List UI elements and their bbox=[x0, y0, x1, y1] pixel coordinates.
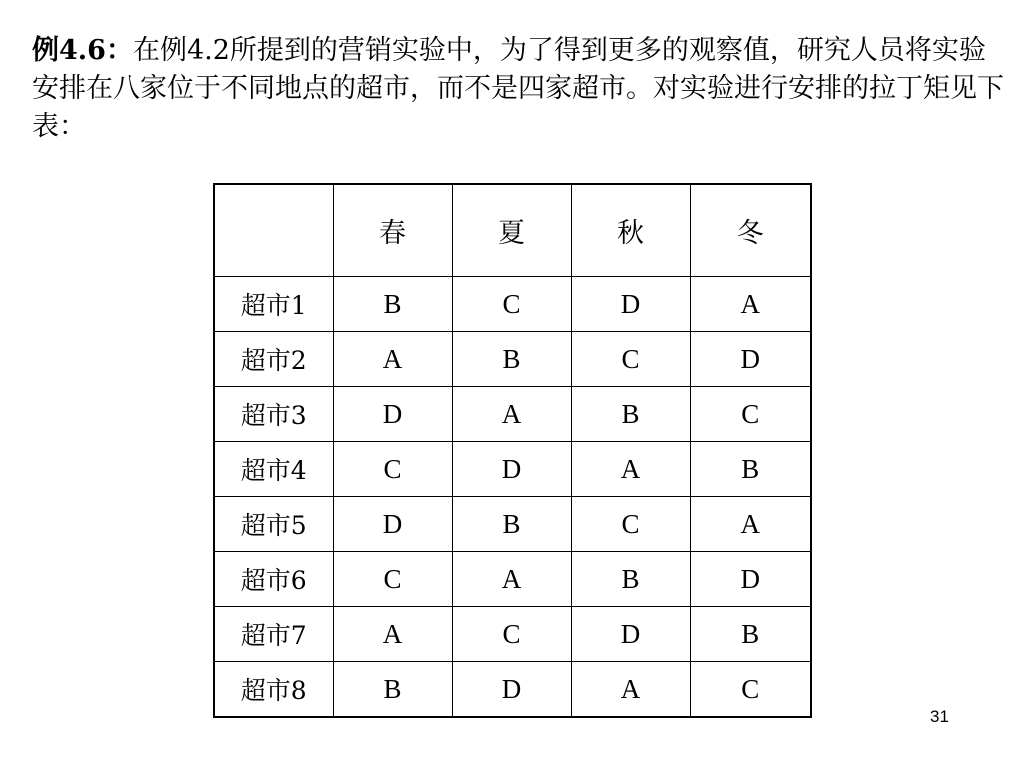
row-label: 超市8 bbox=[214, 662, 333, 718]
table-row bbox=[214, 332, 811, 387]
table-cell: B bbox=[452, 497, 571, 552]
table-cell: C bbox=[690, 662, 811, 718]
table-cell: D bbox=[452, 442, 571, 497]
table-cell: B bbox=[333, 662, 452, 718]
row-label: 超市1 bbox=[214, 277, 333, 332]
table-row bbox=[214, 607, 811, 662]
table-cell: A bbox=[452, 387, 571, 442]
latin-square-table bbox=[213, 183, 812, 718]
table-cell: A bbox=[571, 662, 690, 718]
table-row bbox=[214, 387, 811, 442]
table-cell: D bbox=[333, 497, 452, 552]
table-cell: D bbox=[571, 607, 690, 662]
table-cell: B bbox=[333, 277, 452, 332]
latin-square-table-container bbox=[213, 183, 812, 718]
row-label: 超市5 bbox=[214, 497, 333, 552]
row-label: 超市6 bbox=[214, 552, 333, 607]
intro-paragraph bbox=[32, 32, 1012, 146]
table-cell: A bbox=[571, 442, 690, 497]
table-cell: A bbox=[333, 607, 452, 662]
header-spring: 春 bbox=[333, 184, 452, 277]
header-summer: 夏 bbox=[452, 184, 571, 277]
table-cell: B bbox=[690, 442, 811, 497]
table-cell: C bbox=[571, 332, 690, 387]
row-label: 超市4 bbox=[214, 442, 333, 497]
header-winter: 冬 bbox=[690, 184, 811, 277]
table-cell: D bbox=[690, 332, 811, 387]
table-cell: B bbox=[571, 387, 690, 442]
row-label: 超市3 bbox=[214, 387, 333, 442]
page-number: 31 bbox=[930, 707, 949, 726]
table-cell: C bbox=[333, 552, 452, 607]
table-row bbox=[214, 277, 811, 332]
table-cell: C bbox=[690, 387, 811, 442]
table-row bbox=[214, 442, 811, 497]
table-cell: B bbox=[690, 607, 811, 662]
table-cell: C bbox=[452, 277, 571, 332]
table-cell: D bbox=[452, 662, 571, 718]
table-cell: D bbox=[571, 277, 690, 332]
intro-text: 在例4.2所提到的营销实验中，为了得到更多的观察值，研究人员将实验安排在八家位于不同地点的超市，而不是四家超市。对实验进行安排的拉丁矩见下表： bbox=[32, 35, 1004, 142]
table-cell: A bbox=[690, 497, 811, 552]
table-header-row bbox=[214, 184, 811, 277]
table-cell: C bbox=[333, 442, 452, 497]
row-label: 超市7 bbox=[214, 607, 333, 662]
row-label: 超市2 bbox=[214, 332, 333, 387]
example-label: 例4.6： bbox=[32, 35, 133, 66]
table-cell: A bbox=[333, 332, 452, 387]
table-cell: D bbox=[333, 387, 452, 442]
table-row bbox=[214, 497, 811, 552]
table-row bbox=[214, 552, 811, 607]
table-cell: B bbox=[571, 552, 690, 607]
header-autumn: 秋 bbox=[571, 184, 690, 277]
table-corner-cell bbox=[214, 184, 333, 277]
table-cell: B bbox=[452, 332, 571, 387]
table-cell: C bbox=[452, 607, 571, 662]
table-cell: C bbox=[571, 497, 690, 552]
table-cell: D bbox=[690, 552, 811, 607]
table-row bbox=[214, 662, 811, 718]
table-cell: A bbox=[452, 552, 571, 607]
table-cell: A bbox=[690, 277, 811, 332]
